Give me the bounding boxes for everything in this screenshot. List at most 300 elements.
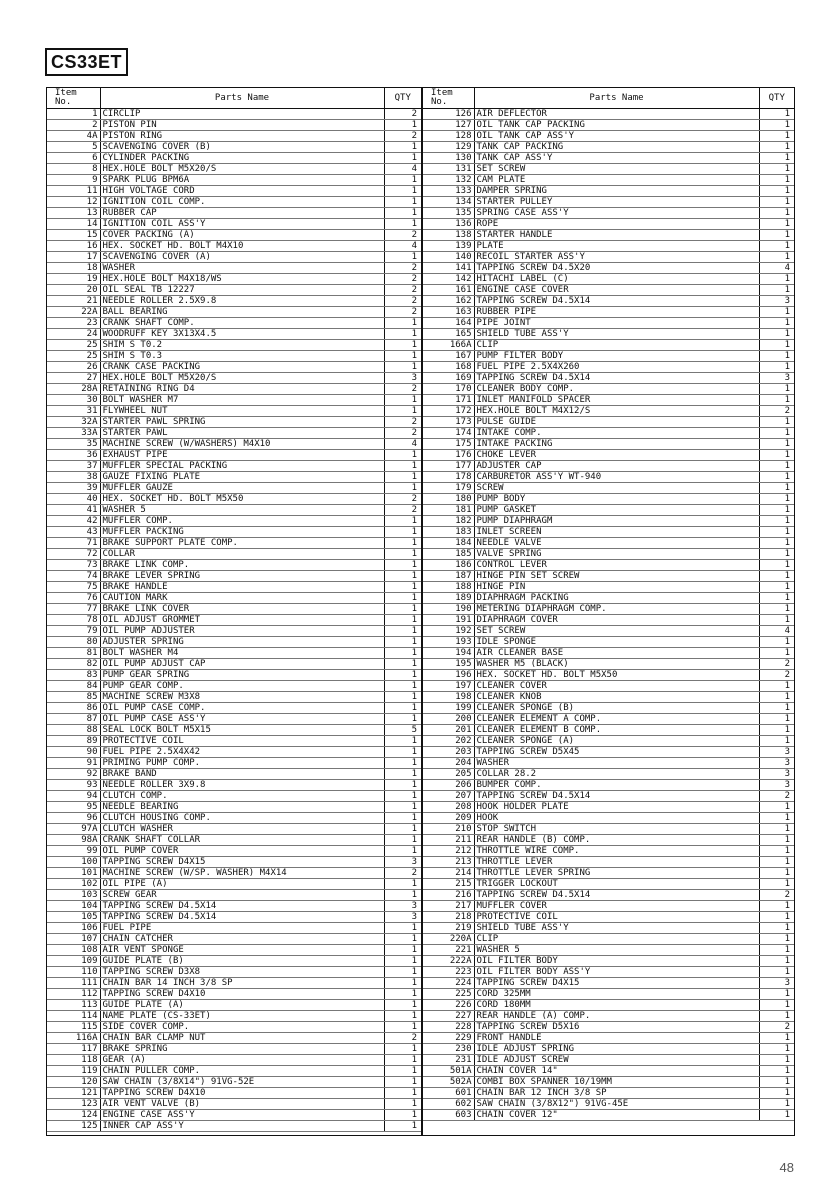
- part-name-cell: INLET SCREEN: [474, 527, 759, 538]
- qty-cell: 1: [384, 461, 421, 472]
- item-no-cell: 178: [423, 472, 474, 483]
- table-row: [423, 384, 794, 395]
- table-row: [47, 197, 421, 208]
- table-row: [47, 307, 421, 318]
- table-row: [423, 450, 794, 461]
- part-name-cell: CYLINDER PACKING: [100, 153, 384, 164]
- qty-cell: 1: [759, 582, 794, 593]
- qty-cell: 1: [384, 406, 421, 417]
- item-no-cell: 185: [423, 549, 474, 560]
- item-no-cell: 179: [423, 483, 474, 494]
- table-row: [423, 692, 794, 703]
- part-name-cell: SEAL LOCK BOLT M5X15: [100, 725, 384, 736]
- item-no-cell: 200: [423, 714, 474, 725]
- item-no-cell: 187: [423, 571, 474, 582]
- table-row: [423, 868, 794, 879]
- table-row: [423, 230, 794, 241]
- table-row: [423, 109, 794, 120]
- qty-cell: 1: [384, 1055, 421, 1066]
- table-row: [423, 604, 794, 615]
- qty-cell: 2: [759, 670, 794, 681]
- part-name-cell: HEX.HOLE BOLT M5X20/S: [100, 164, 384, 175]
- part-name-cell: FUEL PIPE 2.5X4X260: [474, 362, 759, 373]
- table-row: [47, 813, 421, 824]
- table-row: [423, 549, 794, 560]
- part-name-cell: INTAKE COMP.: [474, 428, 759, 439]
- table-row: [47, 626, 421, 637]
- table-row: [423, 263, 794, 274]
- qty-cell: 1: [759, 197, 794, 208]
- part-name-cell: OIL PIPE (A): [100, 879, 384, 890]
- qty-cell: 2: [384, 307, 421, 318]
- part-name-cell: REAR HANDLE (A) COMP.: [474, 1011, 759, 1022]
- item-no-cell: 17: [47, 252, 100, 263]
- qty-cell: 1: [384, 252, 421, 263]
- item-no-cell: 219: [423, 923, 474, 934]
- qty-cell: 1: [759, 1099, 794, 1110]
- qty-cell: 1: [759, 923, 794, 934]
- table-row: [47, 362, 421, 373]
- qty-cell: 1: [384, 362, 421, 373]
- part-name-cell: FLYWHEEL NUT: [100, 406, 384, 417]
- item-no-cell: 199: [423, 703, 474, 714]
- part-name-cell: CHAIN COVER 14": [474, 1066, 759, 1077]
- item-no-cell: 91: [47, 758, 100, 769]
- table-row: [423, 318, 794, 329]
- item-no-cell: 129: [423, 142, 474, 153]
- part-name-cell: TAPPING SCREW D4.5X14: [100, 901, 384, 912]
- item-no-cell: 173: [423, 417, 474, 428]
- item-no-cell: 108: [47, 945, 100, 956]
- item-no-cell: 176: [423, 450, 474, 461]
- parts-list-left-half: [47, 88, 423, 1135]
- qty-cell: 4: [384, 241, 421, 252]
- part-name-cell: COVER PACKING (A): [100, 230, 384, 241]
- qty-cell: 1: [759, 857, 794, 868]
- part-name-cell: TAPPING SCREW D4.5X20: [474, 263, 759, 274]
- item-no-cell: 12: [47, 197, 100, 208]
- part-name-cell: INTAKE PACKING: [474, 439, 759, 450]
- item-no-cell: 203: [423, 747, 474, 758]
- table-row: [47, 461, 421, 472]
- table-row: [47, 472, 421, 483]
- item-no-cell: 216: [423, 890, 474, 901]
- table-row: [47, 164, 421, 175]
- qty-cell: 3: [759, 373, 794, 384]
- qty-cell: 1: [384, 747, 421, 758]
- table-row: [423, 395, 794, 406]
- item-no-cell: 2: [47, 120, 100, 131]
- table-row: [423, 373, 794, 384]
- item-no-cell: 183: [423, 527, 474, 538]
- table-row: [423, 1044, 794, 1055]
- part-name-cell: MACHINE SCREW (W/WASHERS) M4X10: [100, 439, 384, 450]
- qty-cell: 2: [384, 1033, 421, 1044]
- item-no-header: Item No.: [423, 88, 474, 109]
- item-no-cell: 82: [47, 659, 100, 670]
- table-row: [423, 296, 794, 307]
- item-no-cell: 502A: [423, 1077, 474, 1088]
- item-no-header: Item No.: [47, 88, 100, 109]
- part-name-cell: OIL TANK CAP ASS'Y: [474, 131, 759, 142]
- part-name-cell: IGNITION COIL COMP.: [100, 197, 384, 208]
- item-no-cell: 209: [423, 813, 474, 824]
- qty-cell: 1: [759, 494, 794, 505]
- table-row: [423, 593, 794, 604]
- part-name-cell: TANK CAP PACKING: [474, 142, 759, 153]
- part-name-cell: BRAKE SPRING: [100, 1044, 384, 1055]
- item-no-cell: 106: [47, 923, 100, 934]
- item-no-cell: 11: [47, 186, 100, 197]
- table-row: [423, 648, 794, 659]
- item-no-cell: 94: [47, 791, 100, 802]
- part-name-cell: ADJUSTER SPRING: [100, 637, 384, 648]
- part-name-cell: ENGINE CASE COVER: [474, 285, 759, 296]
- table-row: [47, 1099, 421, 1110]
- qty-cell: 1: [759, 241, 794, 252]
- part-name-cell: EXHAUST PIPE: [100, 450, 384, 461]
- qty-cell: 1: [384, 175, 421, 186]
- qty-cell: 1: [759, 307, 794, 318]
- table-row: [47, 758, 421, 769]
- item-no-cell: 41: [47, 505, 100, 516]
- table-row: [423, 670, 794, 681]
- part-name-cell: CLEANER SPONGE (B): [474, 703, 759, 714]
- item-no-cell: 77: [47, 604, 100, 615]
- table-row: [47, 780, 421, 791]
- qty-cell: 1: [759, 439, 794, 450]
- table-row: [423, 945, 794, 956]
- part-name-cell: PUMP DIAPHRAGM: [474, 516, 759, 527]
- item-no-cell: 14: [47, 219, 100, 230]
- qty-cell: 2: [384, 505, 421, 516]
- part-name-cell: BRAKE HANDLE: [100, 582, 384, 593]
- item-no-cell: 81: [47, 648, 100, 659]
- qty-cell: 1: [384, 1066, 421, 1077]
- item-no-cell: 227: [423, 1011, 474, 1022]
- table-row: [47, 439, 421, 450]
- qty-cell: 1: [384, 648, 421, 659]
- item-no-cell: 140: [423, 252, 474, 263]
- item-no-cell: 126: [423, 109, 474, 120]
- qty-cell: 2: [759, 791, 794, 802]
- part-name-cell: THROTTLE LEVER SPRING: [474, 868, 759, 879]
- table-row: [47, 1110, 421, 1121]
- item-no-cell: 163: [423, 307, 474, 318]
- part-name-cell: WASHER 5: [100, 505, 384, 516]
- part-name-cell: SPARK PLUG BPM6A: [100, 175, 384, 186]
- table-row: [423, 252, 794, 263]
- table-row: [47, 285, 421, 296]
- part-name-cell: TAPPING SCREW D3X8: [100, 967, 384, 978]
- part-name-cell: THROTTLE WIRE COMP.: [474, 846, 759, 857]
- item-no-cell: 89: [47, 736, 100, 747]
- part-name-cell: SCAVENGING COVER (B): [100, 142, 384, 153]
- part-name-cell: PISTON RING: [100, 131, 384, 142]
- table-row: [47, 296, 421, 307]
- qty-cell: 1: [759, 527, 794, 538]
- part-name-cell: PROTECTIVE COIL: [474, 912, 759, 923]
- item-no-cell: 161: [423, 285, 474, 296]
- qty-cell: 2: [759, 1022, 794, 1033]
- item-no-cell: 79: [47, 626, 100, 637]
- qty-cell: 1: [384, 340, 421, 351]
- part-name-cell: PIPE JOINT: [474, 318, 759, 329]
- part-name-cell: CLEANER COVER: [474, 681, 759, 692]
- part-name-cell: SHIELD TUBE ASS'Y: [474, 923, 759, 934]
- part-name-cell: CHOKE LEVER: [474, 450, 759, 461]
- qty-cell: 1: [384, 571, 421, 582]
- table-row: [47, 560, 421, 571]
- left-header-row: [47, 88, 421, 109]
- part-name-cell: TAPPING SCREW D4.5X14: [474, 791, 759, 802]
- qty-cell: 1: [384, 692, 421, 703]
- qty-cell: 1: [759, 846, 794, 857]
- part-name-cell: CARBURETOR ASS'Y WT-940: [474, 472, 759, 483]
- table-row: [47, 186, 421, 197]
- part-name-cell: OIL SEAL TB 12227: [100, 285, 384, 296]
- part-name-cell: VALVE SPRING: [474, 549, 759, 560]
- item-no-cell: 166A: [423, 340, 474, 351]
- part-name-cell: HITACHI LABEL (C): [474, 274, 759, 285]
- table-row: [423, 428, 794, 439]
- part-name-cell: HOOK: [474, 813, 759, 824]
- part-name-cell: HEX. SOCKET HD. BOLT M5X50: [100, 494, 384, 505]
- table-row: [423, 538, 794, 549]
- item-no-cell: 195: [423, 659, 474, 670]
- qty-cell: 1: [384, 516, 421, 527]
- item-no-cell: 114: [47, 1011, 100, 1022]
- table-row: [47, 769, 421, 780]
- part-name-cell: CLEANER KNOB: [474, 692, 759, 703]
- qty-cell: 1: [759, 692, 794, 703]
- item-no-cell: 184: [423, 538, 474, 549]
- qty-cell: 1: [384, 593, 421, 604]
- qty-cell: 2: [384, 263, 421, 274]
- part-name-cell: BRAKE LINK COVER: [100, 604, 384, 615]
- qty-cell: 1: [759, 274, 794, 285]
- item-no-cell: 87: [47, 714, 100, 725]
- qty-cell: 1: [384, 1099, 421, 1110]
- table-row: [47, 1055, 421, 1066]
- part-name-cell: DIAPHRAGM PACKING: [474, 593, 759, 604]
- part-name-cell: MUFFLER PACKING: [100, 527, 384, 538]
- item-no-cell: 181: [423, 505, 474, 516]
- part-name-cell: BOLT WASHER M7: [100, 395, 384, 406]
- qty-cell: 3: [759, 758, 794, 769]
- table-row: [423, 956, 794, 967]
- table-row: [47, 956, 421, 967]
- part-name-cell: WOODRUFF KEY 3X13X4.5: [100, 329, 384, 340]
- qty-cell: 1: [759, 1055, 794, 1066]
- table-row: [423, 615, 794, 626]
- item-no-cell: 142: [423, 274, 474, 285]
- part-name-cell: SET SCREW: [474, 626, 759, 637]
- table-row: [47, 890, 421, 901]
- item-no-cell: 134: [423, 197, 474, 208]
- item-no-cell: 177: [423, 461, 474, 472]
- qty-cell: 1: [759, 538, 794, 549]
- part-name-cell: CRANK CASE PACKING: [100, 362, 384, 373]
- qty-cell: 1: [384, 967, 421, 978]
- part-name-cell: CLEANER ELEMENT A COMP.: [474, 714, 759, 725]
- part-name-cell: PUMP FILTER BODY: [474, 351, 759, 362]
- qty-cell: 1: [384, 142, 421, 153]
- table-row: [423, 1022, 794, 1033]
- table-row: [423, 527, 794, 538]
- item-no-cell: 36: [47, 450, 100, 461]
- part-name-cell: SHIM S T0.2: [100, 340, 384, 351]
- part-name-cell: STARTER PAWL SPRING: [100, 417, 384, 428]
- qty-cell: 1: [384, 318, 421, 329]
- qty-cell: 1: [759, 461, 794, 472]
- table-row: [47, 450, 421, 461]
- qty-cell: 3: [759, 978, 794, 989]
- item-no-cell: 194: [423, 648, 474, 659]
- qty-cell: 1: [759, 681, 794, 692]
- qty-cell: 4: [759, 263, 794, 274]
- item-no-cell: 109: [47, 956, 100, 967]
- table-row: [423, 703, 794, 714]
- table-row: [47, 175, 421, 186]
- item-no-cell: 105: [47, 912, 100, 923]
- qty-cell: 1: [759, 1077, 794, 1088]
- qty-cell: 1: [384, 637, 421, 648]
- item-no-cell: 6: [47, 153, 100, 164]
- table-row: [47, 494, 421, 505]
- part-name-cell: ENGINE CASE ASS'Y: [100, 1110, 384, 1121]
- part-name-cell: GAUZE FIXING PLATE: [100, 472, 384, 483]
- item-no-cell: 204: [423, 758, 474, 769]
- left-table: [47, 88, 421, 1132]
- part-name-cell: MACHINE SCREW M3X8: [100, 692, 384, 703]
- qty-cell: 1: [759, 1110, 794, 1121]
- item-no-cell: 141: [423, 263, 474, 274]
- table-row: [423, 461, 794, 472]
- part-name-cell: CHAIN BAR 14 INCH 3/8 SP: [100, 978, 384, 989]
- part-name-cell: SCREW: [474, 483, 759, 494]
- table-row: [47, 1022, 421, 1033]
- item-no-cell: 231: [423, 1055, 474, 1066]
- qty-cell: 1: [384, 824, 421, 835]
- part-name-cell: CAM PLATE: [474, 175, 759, 186]
- item-no-cell: 33A: [47, 428, 100, 439]
- qty-cell: 1: [759, 802, 794, 813]
- qty-cell: 1: [759, 329, 794, 340]
- table-row: [47, 736, 421, 747]
- part-name-cell: COMBI BOX SPANNER 10/19MM: [474, 1077, 759, 1088]
- table-row: [423, 1055, 794, 1066]
- item-no-cell: 110: [47, 967, 100, 978]
- table-row: [47, 791, 421, 802]
- table-row: [47, 263, 421, 274]
- table-row: [423, 483, 794, 494]
- qty-cell: 1: [759, 703, 794, 714]
- part-name-cell: CLIP: [474, 340, 759, 351]
- item-no-cell: 93: [47, 780, 100, 791]
- qty-cell: 1: [759, 1033, 794, 1044]
- qty-cell: 1: [384, 120, 421, 131]
- table-row: [423, 824, 794, 835]
- table-row: [47, 824, 421, 835]
- item-no-cell: 71: [47, 538, 100, 549]
- table-row: [423, 989, 794, 1000]
- item-no-cell: 222A: [423, 956, 474, 967]
- part-name-cell: GUIDE PLATE (B): [100, 956, 384, 967]
- table-row: [47, 692, 421, 703]
- qty-cell: 4: [384, 164, 421, 175]
- table-row: [47, 527, 421, 538]
- item-no-cell: 180: [423, 494, 474, 505]
- qty-cell: 1: [384, 802, 421, 813]
- table-row: [423, 714, 794, 725]
- qty-cell: 3: [759, 747, 794, 758]
- table-row: [423, 736, 794, 747]
- item-no-cell: 92: [47, 769, 100, 780]
- table-row: [47, 1011, 421, 1022]
- item-no-cell: 35: [47, 439, 100, 450]
- qty-cell: 1: [759, 362, 794, 373]
- qty-cell: 1: [759, 230, 794, 241]
- qty-cell: 1: [384, 846, 421, 857]
- item-no-cell: 202: [423, 736, 474, 747]
- qty-cell: 3: [384, 901, 421, 912]
- part-name-cell: MUFFLER COVER: [474, 901, 759, 912]
- qty-cell: 3: [759, 780, 794, 791]
- table-row: [423, 285, 794, 296]
- qty-cell: 1: [384, 1044, 421, 1055]
- part-name-cell: HINGE PIN SET SCREW: [474, 571, 759, 582]
- item-no-cell: 40: [47, 494, 100, 505]
- table-row: [423, 637, 794, 648]
- part-name-cell: HINGE PIN: [474, 582, 759, 593]
- item-no-cell: 208: [423, 802, 474, 813]
- part-name-cell: CAUTION MARK: [100, 593, 384, 604]
- part-name-cell: PULSE GUIDE: [474, 417, 759, 428]
- item-no-cell: 13: [47, 208, 100, 219]
- qty-cell: 1: [759, 208, 794, 219]
- item-no-cell: 139: [423, 241, 474, 252]
- table-row: [423, 1088, 794, 1099]
- table-row: [47, 582, 421, 593]
- part-name-cell: MUFFLER SPECIAL PACKING: [100, 461, 384, 472]
- part-name-cell: PLATE: [474, 241, 759, 252]
- table-row: [47, 1121, 421, 1132]
- part-name-cell: FUEL PIPE: [100, 923, 384, 934]
- table-row: [423, 1000, 794, 1011]
- table-row: [423, 582, 794, 593]
- item-no-cell: 128: [423, 131, 474, 142]
- table-row: [423, 791, 794, 802]
- item-no-cell: 207: [423, 791, 474, 802]
- item-no-cell: 174: [423, 428, 474, 439]
- table-row: [423, 725, 794, 736]
- part-name-cell: CLUTCH WASHER: [100, 824, 384, 835]
- qty-cell: 1: [384, 835, 421, 846]
- table-row: [47, 120, 421, 131]
- item-no-cell: 186: [423, 560, 474, 571]
- qty-cell: 1: [759, 824, 794, 835]
- table-row: [47, 1044, 421, 1055]
- part-name-cell: SET SCREW: [474, 164, 759, 175]
- part-name-cell: TAPPING SCREW D5X16: [474, 1022, 759, 1033]
- table-row: [423, 1110, 794, 1121]
- item-no-cell: 80: [47, 637, 100, 648]
- part-name-cell: GEAR (A): [100, 1055, 384, 1066]
- qty-cell: 1: [384, 351, 421, 362]
- item-no-cell: 131: [423, 164, 474, 175]
- qty-cell: 2: [384, 428, 421, 439]
